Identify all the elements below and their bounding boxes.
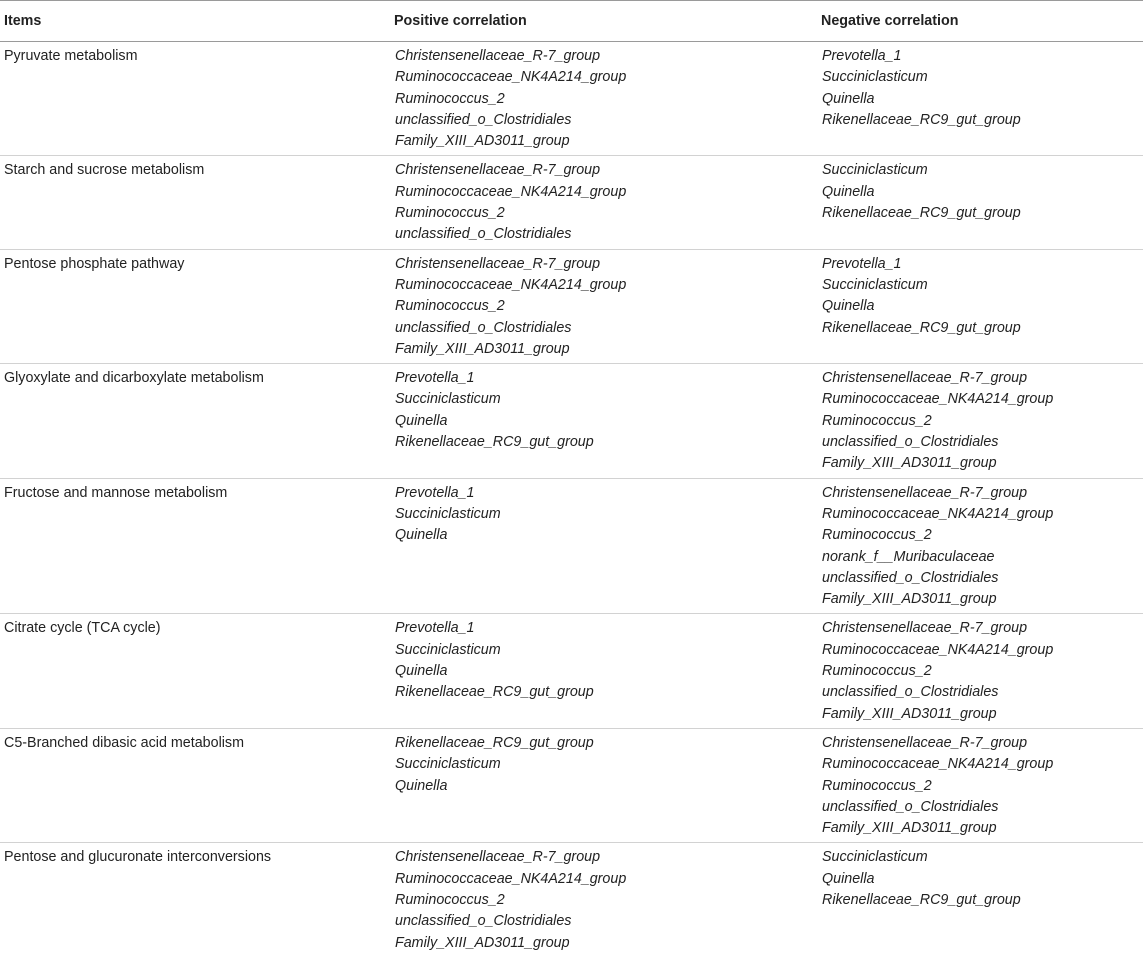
- item-cell: [0, 156, 394, 249]
- item-cell: [0, 843, 394, 957]
- negative-taxon: unclassified_o_Clostridiales: [822, 569, 999, 586]
- negative-taxon: Succiniclasticum: [822, 162, 928, 179]
- positive-taxon: Family_XIII_AD3011_group: [395, 934, 570, 951]
- positive-taxon: Family_XIII_AD3011_group: [395, 133, 570, 150]
- pathway-name: Pentose phosphate pathway: [4, 255, 185, 272]
- positive-taxon: unclassified_o_Clostridiales: [395, 111, 572, 128]
- negative-correlation-cell: [821, 843, 1143, 957]
- header-positive-correlation: Positive correlation: [394, 13, 527, 29]
- negative-taxon: unclassified_o_Clostridiales: [822, 684, 999, 701]
- positive-taxon: Prevotella_1: [395, 484, 475, 501]
- positive-taxon: Succiniclasticum: [395, 391, 501, 408]
- table-row: [0, 42, 1143, 156]
- positive-taxon: unclassified_o_Clostridiales: [395, 913, 572, 930]
- negative-correlation-cell: [821, 249, 1143, 363]
- item-cell: [0, 728, 394, 842]
- negative-taxon: Quinella: [822, 298, 875, 315]
- negative-correlation-cell: [821, 156, 1143, 249]
- negative-taxon: Ruminococcaceae_NK4A214_group: [822, 756, 1054, 773]
- table-row: [0, 614, 1143, 728]
- header-items: Items: [4, 13, 42, 29]
- negative-taxon: Succiniclasticum: [822, 276, 928, 293]
- table-row: [0, 156, 1143, 249]
- negative-taxon: Ruminococcus_2: [822, 527, 932, 544]
- positive-correlation-cell: [394, 728, 821, 842]
- negative-taxon: Ruminococcaceae_NK4A214_group: [822, 641, 1054, 658]
- item-cell: [0, 614, 394, 728]
- table-row: [0, 249, 1143, 363]
- negative-taxon: Succiniclasticum: [822, 69, 928, 86]
- positive-taxon: Quinella: [395, 777, 448, 794]
- positive-taxon: Christensenellaceae_R-7_group: [395, 162, 601, 179]
- negative-taxon: Quinella: [822, 183, 875, 200]
- pathway-name: C5-Branched dibasic acid metabolism: [4, 734, 244, 751]
- item-cell: [0, 42, 394, 156]
- negative-correlation-cell: [821, 364, 1143, 478]
- negative-taxon: Ruminococcaceae_NK4A214_group: [822, 505, 1054, 522]
- negative-taxon: Family_XIII_AD3011_group: [822, 820, 997, 837]
- positive-correlation-cell: [394, 42, 821, 156]
- negative-taxon: Rikenellaceae_RC9_gut_group: [822, 891, 1021, 908]
- negative-taxon: Ruminococcus_2: [822, 777, 932, 794]
- item-cell: [0, 249, 394, 363]
- pathway-name: Starch and sucrose metabolism: [4, 162, 205, 179]
- item-cell: [0, 364, 394, 478]
- positive-correlation-cell: [394, 156, 821, 249]
- negative-correlation-cell: [821, 614, 1143, 728]
- negative-correlation-cell: [821, 478, 1143, 614]
- negative-taxon: Rikenellaceae_RC9_gut_group: [822, 205, 1021, 222]
- negative-taxon: Ruminococcus_2: [822, 663, 932, 680]
- positive-correlation-cell: [394, 364, 821, 478]
- positive-taxon: Rikenellaceae_RC9_gut_group: [395, 734, 594, 751]
- negative-taxon: Prevotella_1: [822, 48, 902, 64]
- negative-taxon: Succiniclasticum: [822, 849, 928, 866]
- positive-taxon: Prevotella_1: [395, 620, 475, 637]
- positive-taxon: Ruminococcus_2: [395, 298, 505, 315]
- positive-taxon: Rikenellaceae_RC9_gut_group: [395, 434, 594, 451]
- positive-taxon: Family_XIII_AD3011_group: [395, 340, 570, 357]
- negative-taxon: Rikenellaceae_RC9_gut_group: [822, 111, 1021, 128]
- table-row: [0, 843, 1143, 957]
- negative-correlation-cell: [821, 728, 1143, 842]
- negative-taxon: Christensenellaceae_R-7_group: [822, 734, 1028, 751]
- positive-taxon: unclassified_o_Clostridiales: [395, 226, 572, 243]
- positive-correlation-cell: [394, 478, 821, 614]
- negative-correlation-cell: [821, 42, 1143, 156]
- positive-correlation-cell: [394, 843, 821, 957]
- negative-taxon: norank_f__Muribaculaceae: [822, 548, 995, 565]
- table-row: [0, 728, 1143, 842]
- negative-taxon: Christensenellaceae_R-7_group: [822, 620, 1028, 637]
- header-negative-correlation: Negative correlation: [821, 13, 959, 29]
- positive-taxon: Ruminococcus_2: [395, 891, 505, 908]
- negative-taxon: Rikenellaceae_RC9_gut_group: [822, 319, 1021, 336]
- item-cell: [0, 478, 394, 614]
- negative-taxon: Family_XIII_AD3011_group: [822, 705, 997, 722]
- positive-taxon: Succiniclasticum: [395, 756, 501, 773]
- positive-taxon: Christensenellaceae_R-7_group: [395, 48, 601, 64]
- header-row: [0, 1, 1143, 42]
- negative-taxon: unclassified_o_Clostridiales: [822, 798, 999, 815]
- pathway-name: Fructose and mannose metabolism: [4, 484, 228, 501]
- positive-taxon: Prevotella_1: [395, 370, 475, 387]
- pathway-name: Glyoxylate and dicarboxylate metabolism: [4, 370, 264, 387]
- negative-taxon: unclassified_o_Clostridiales: [822, 434, 999, 451]
- table-header: [0, 1, 1143, 42]
- pathway-name: Citrate cycle (TCA cycle): [4, 620, 161, 637]
- table-row: [0, 478, 1143, 614]
- positive-correlation-cell: [394, 249, 821, 363]
- positive-taxon: Quinella: [395, 527, 448, 544]
- negative-taxon: Family_XIII_AD3011_group: [822, 591, 997, 608]
- table-row: [0, 364, 1143, 478]
- positive-taxon: Quinella: [395, 663, 448, 680]
- positive-taxon: Quinella: [395, 412, 448, 429]
- positive-taxon: Ruminococcaceae_NK4A214_group: [395, 276, 627, 293]
- negative-taxon: Quinella: [822, 870, 875, 887]
- negative-taxon: Ruminococcus_2: [822, 412, 932, 429]
- positive-taxon: Ruminococcaceae_NK4A214_group: [395, 69, 627, 86]
- positive-taxon: Succiniclasticum: [395, 641, 501, 658]
- positive-taxon: Rikenellaceae_RC9_gut_group: [395, 684, 594, 701]
- negative-taxon: Prevotella_1: [822, 255, 902, 272]
- negative-taxon: Christensenellaceae_R-7_group: [822, 484, 1028, 501]
- positive-taxon: Ruminococcaceae_NK4A214_group: [395, 870, 627, 887]
- pathway-name: Pentose and glucuronate interconversions: [4, 849, 272, 866]
- positive-taxon: Ruminococcaceae_NK4A214_group: [395, 183, 627, 200]
- positive-taxon: Christensenellaceae_R-7_group: [395, 255, 601, 272]
- positive-taxon: Christensenellaceae_R-7_group: [395, 849, 601, 866]
- pathway-name: Pyruvate metabolism: [4, 48, 138, 64]
- negative-taxon: Ruminococcaceae_NK4A214_group: [822, 391, 1054, 408]
- positive-taxon: unclassified_o_Clostridiales: [395, 319, 572, 336]
- negative-taxon: Christensenellaceae_R-7_group: [822, 370, 1028, 387]
- negative-taxon: Quinella: [822, 90, 875, 107]
- positive-taxon: Succiniclasticum: [395, 505, 501, 522]
- positive-taxon: Ruminococcus_2: [395, 205, 505, 222]
- table-body: [0, 42, 1143, 957]
- negative-taxon: Family_XIII_AD3011_group: [822, 455, 997, 472]
- positive-correlation-cell: [394, 614, 821, 728]
- positive-taxon: Ruminococcus_2: [395, 90, 505, 107]
